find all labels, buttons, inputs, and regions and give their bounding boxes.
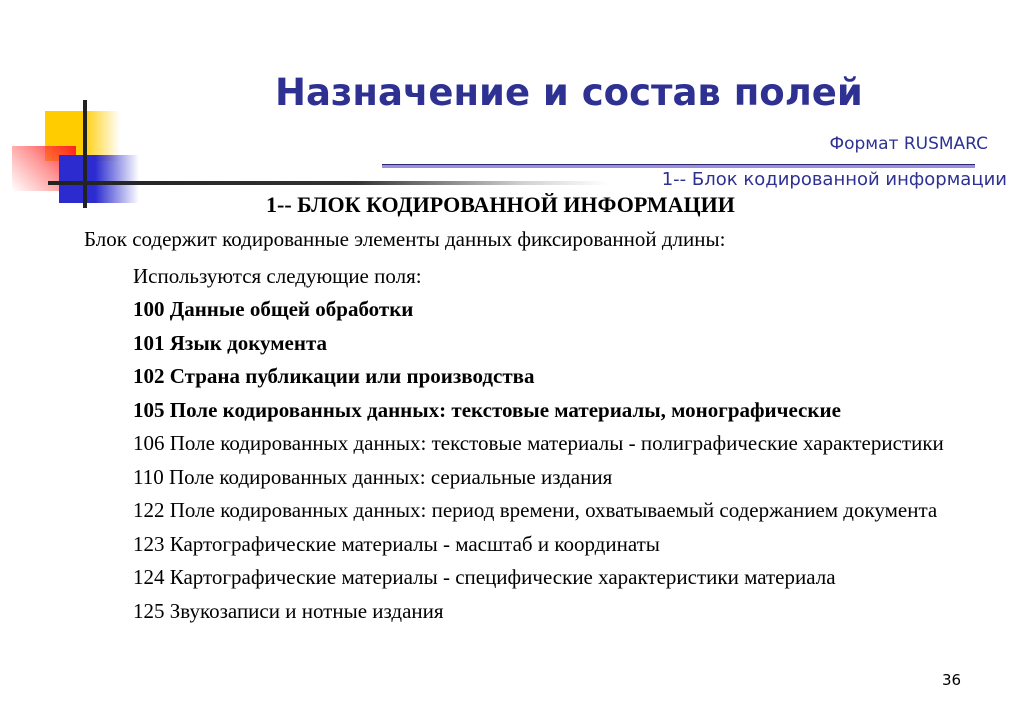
decor-vertical-line <box>83 100 87 208</box>
field-item-102: 102 Страна публикации или производства <box>133 364 535 388</box>
uses-label: Используются следующие поля: <box>133 264 422 288</box>
divider-rule <box>382 164 975 168</box>
field-item-124: 124 Картографические материалы - специфические характеристики материала <box>133 565 836 589</box>
field-item-100: 100 Данные общей обработки <box>133 297 414 321</box>
intro-text: Блок содержит кодированные элементы данных фиксированной длины: <box>84 227 726 251</box>
field-item-101: 101 Язык документа <box>133 330 328 355</box>
field-item-106: 106 Поле кодированных данных: текстовые материалы - полиграфические характеристики <box>133 431 944 455</box>
field-list <box>133 297 990 632</box>
page-number: 36 <box>942 671 962 689</box>
section-heading: 1-- БЛОК КОДИРОВАННОЙ ИНФОРМАЦИИ <box>266 192 735 217</box>
field-item-122: 122 Поле кодированных данных: период времени, охватываемый содержанием документа <box>133 498 938 522</box>
block-label: 1-- Блок кодированной информации <box>661 169 1007 190</box>
format-label: Формат RUSMARC <box>829 134 988 154</box>
field-item-105: 105 Поле кодированных данных: текстовые материалы, монографические <box>133 397 841 422</box>
slide-title: Назначение и состав полей <box>275 71 863 114</box>
field-item-123: 123 Картографические материалы - масштаб и координаты <box>133 531 660 556</box>
decor-blue-square <box>59 155 139 203</box>
decor-horizontal-line <box>48 181 608 185</box>
field-item-125: 125 Звукозаписи и нотные издания <box>133 598 444 623</box>
field-item-110: 110 Поле кодированных данных: сериальные издания <box>133 464 613 489</box>
